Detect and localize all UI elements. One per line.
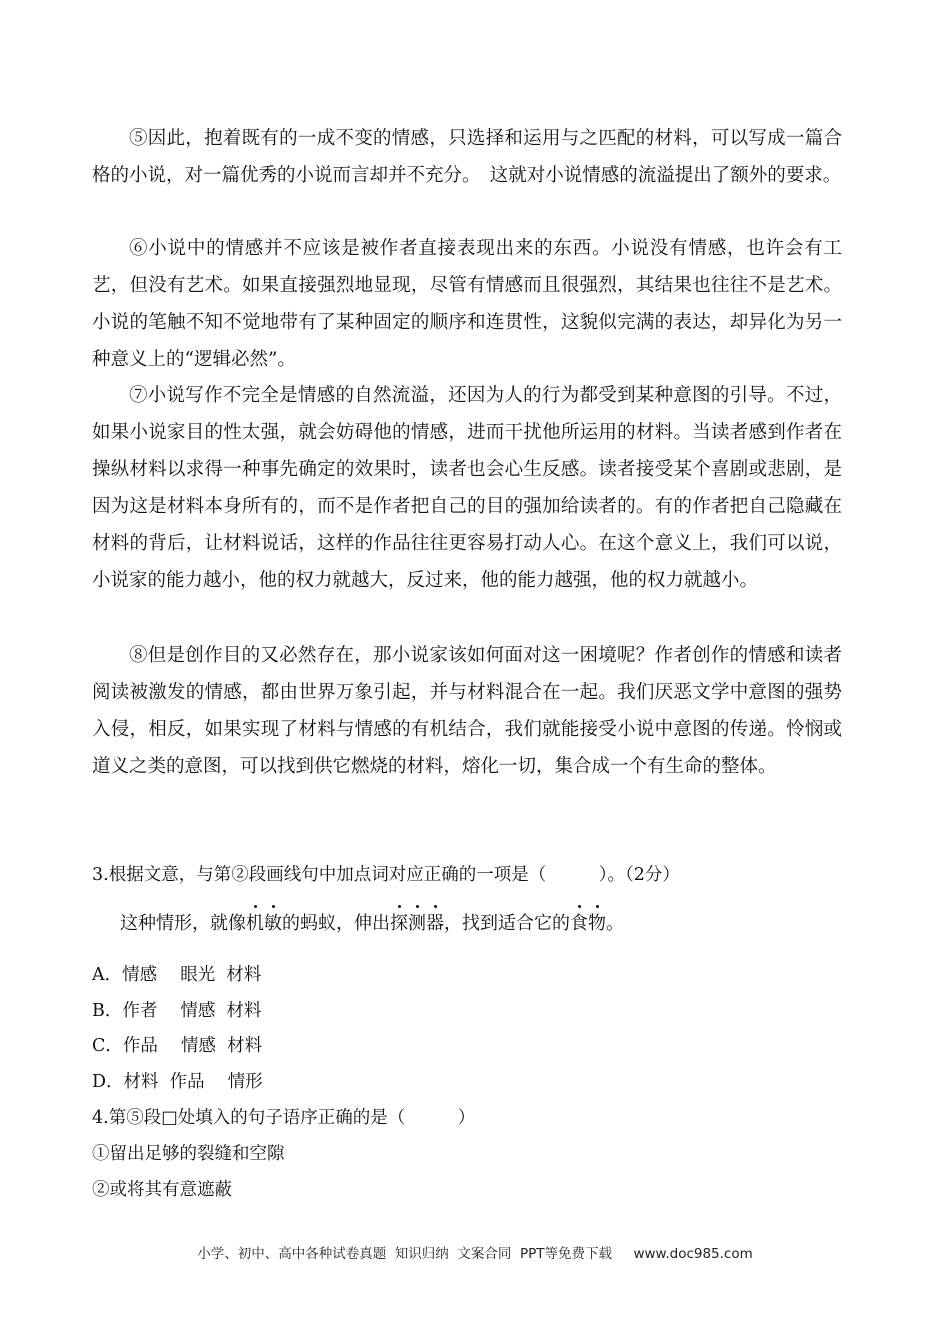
page-footer: 小学、初中、高中各种试卷真题 知识归纳 文案合同 PPT等免费下载 www.doc985.com <box>197 1246 753 1262</box>
dotted-word-3 <box>570 913 606 934</box>
paragraph-8: ⑧但是创作目的又必然存在，那小说家该如何面对这一困境呢？作者创作的情感和读者阅读被激发的情感，都由世界万象引起，并与材料混合在一起。我们厌恶文学中意图的强势入侵，相反，如果实现了材料与情感的有机结合，我们就能接受小说中意图的传递。怜悯或道义之类的意图，可以找到供它燃烧的材料，熔化一切，集合成一个有生命的整体。 <box>92 645 842 777</box>
question-4-item-1: ①留出足够的裂缝和空隙 <box>92 1144 285 1164</box>
dotted-word-1 <box>246 913 282 934</box>
stem-text-1: 这种情形，就像 <box>120 913 246 934</box>
option-c[interactable]: C．作品 情感 材料 <box>92 1036 263 1056</box>
option-b[interactable]: B．作者 情感 材料 <box>92 1001 262 1021</box>
option-d[interactable]: D．材料 作品 情形 <box>92 1072 263 1092</box>
dotted-word-2 <box>390 913 444 934</box>
dotted-char: 器 <box>426 909 444 939</box>
question-4-title: 4.第⑤段□处填入的句子语序正确的是（ ） <box>92 1108 476 1128</box>
question-3-title: 3.根据文意，与第②段画线句中加点词对应正确的一项是（ ）。（2分） <box>92 865 680 885</box>
stem-text-2: 的蚂蚁，伸出 <box>282 913 390 934</box>
stem-text-3: ，找到适合它的 <box>444 913 570 934</box>
option-a[interactable]: A．情感 眼光 材料 <box>92 965 262 985</box>
dotted-char: 食 <box>570 909 588 939</box>
stem-text-4: 。 <box>606 913 624 934</box>
paragraph-5: ⑤因此，抱着既有的一成不变的情感，只选择和运用与之匹配的材料，可以写成一篇合格的小说，对一篇优秀的小说而言却并不充分。 这就对小说情感的流溢提出了额外的要求。 <box>92 128 842 186</box>
dotted-char: 机 <box>246 909 264 939</box>
dotted-char: 敏 <box>264 909 282 939</box>
paragraph-7: ⑦小说写作不完全是情感的自然流溢，还因为人的行为都受到某种意图的引导。不过，如果小说家目的性太强，就会妨碍他的情感，进而干扰他所运用的材料。当读者感到作者在操纵材料以求得一种事先确定的效果时，读者也会心生反感。读者接受某个喜剧或悲剧，是因为这是材料本身所有的，而不是作者把自己的目的强加给读者的。有的作者把自己隐藏在材料的背后，让材料说话，这样的作品往往更容易打动人心。在这个意义上，我们可以说，小说家的能力越小，他的权力就越大，反过来，他的能力越强，他的权力就越小。 <box>92 385 842 591</box>
question-3-stem <box>120 909 624 939</box>
dotted-char: 探 <box>390 909 408 939</box>
question-4-item-2: ②或将其有意遮蔽 <box>92 1180 232 1200</box>
paragraph-6: ⑥小说中的情感并不应该是被作者直接表现出来的东西。小说没有情感，也许会有工艺，但没有艺术。如果直接强烈地显现，尽管有情感而且很强烈，其结果也往往不是艺术。小说的笔触不知不觉地带有了某种固定的顺序和连贯性，这貌似完满的表达，却异化为另一种意义上的“逻辑必然”。 <box>92 238 842 370</box>
dotted-char: 测 <box>408 909 426 939</box>
dotted-char: 物 <box>588 909 606 939</box>
